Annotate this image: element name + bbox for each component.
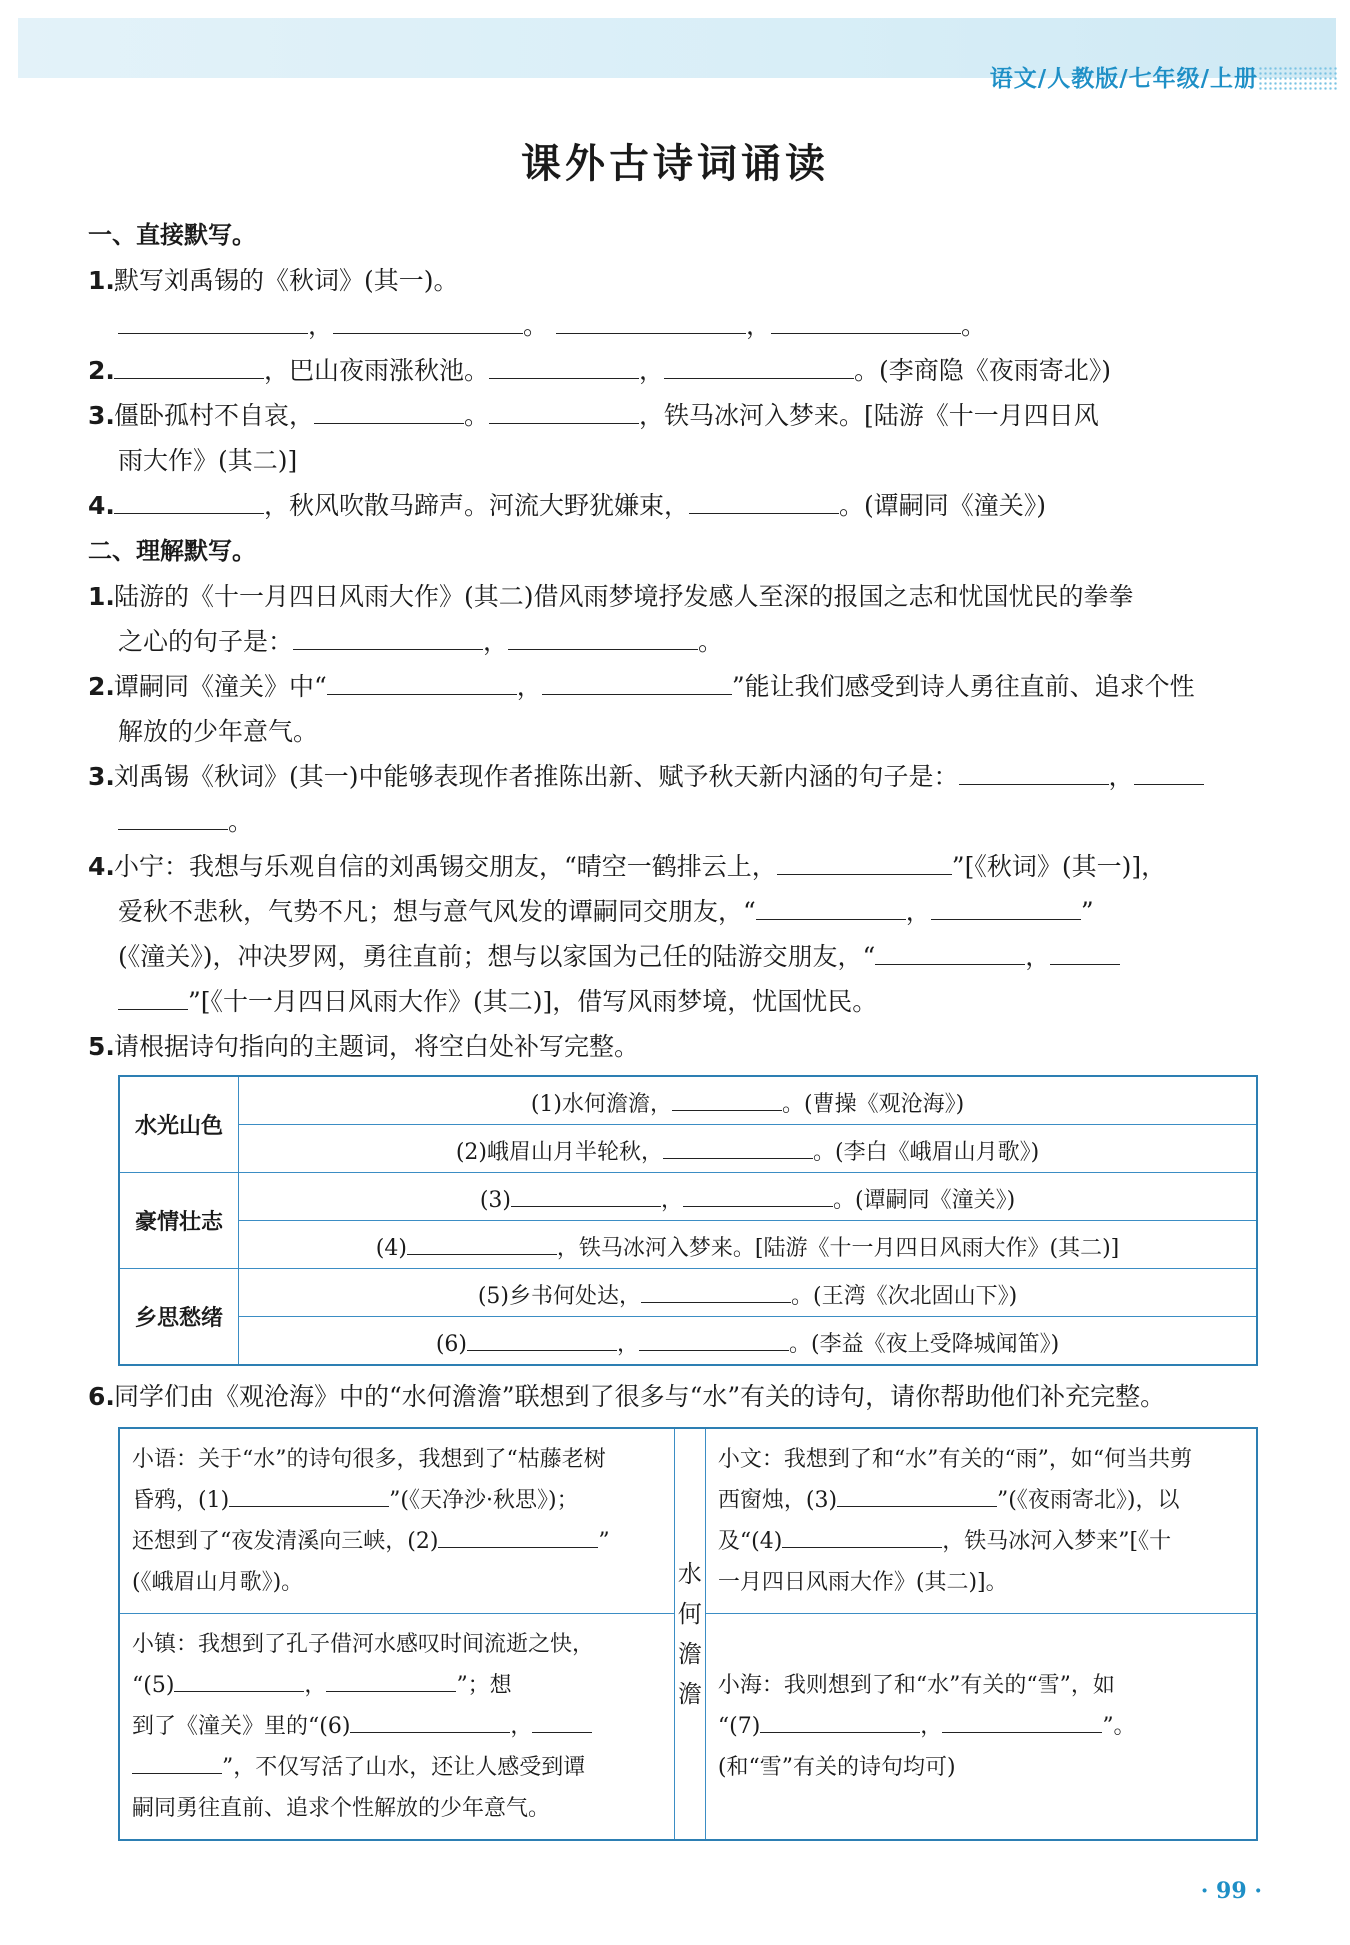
answer-blank[interactable] bbox=[114, 352, 264, 379]
table-row bbox=[119, 1269, 1257, 1317]
answer-blank[interactable] bbox=[118, 983, 188, 1010]
answer-blank[interactable] bbox=[438, 1525, 598, 1548]
question-2-4-line2: 爱秋不悲秋，气势不凡；想与意气风发的谭嗣同交朋友，“ ， ” bbox=[88, 889, 1258, 934]
answer-blank[interactable] bbox=[511, 1180, 661, 1207]
question-2-5: 5.请根据诗句指向的主题词，将空白处补写完整。 bbox=[88, 1032, 640, 1061]
center-label: 水 何 澹 澹 bbox=[674, 1428, 705, 1840]
answer-blank[interactable] bbox=[931, 893, 1081, 920]
question-1-4: 4. ，秋风吹散马蹄声。河流大野犹嫌束， 。(谭嗣同《潼关》) bbox=[88, 483, 1258, 528]
header-dot-pattern bbox=[1258, 66, 1338, 90]
answer-blank[interactable] bbox=[837, 1484, 997, 1507]
theme-label: 水光山色 bbox=[119, 1076, 239, 1173]
answer-blank[interactable] bbox=[639, 1324, 789, 1351]
answer-blank[interactable] bbox=[532, 1710, 592, 1733]
question-2-4-line3: (《潼关》)，冲决罗网，勇往直前；想与以家国为己任的陆游交朋友，“ ， bbox=[88, 934, 1258, 979]
question-2-2-cont: 解放的少年意气。 bbox=[118, 717, 319, 746]
question-2-6: 6.同学们由《观沧海》中的“水何澹澹”联想到了很多与“水”有关的诗句，请你帮助他们补充完整。 bbox=[88, 1382, 1166, 1411]
table-cell: (6) ， 。(李益《夜上受降城闻笛》) bbox=[239, 1317, 1258, 1366]
question-1-1: 1.默写刘禹锡的《秋词》(其一)。 bbox=[88, 266, 459, 295]
answer-blank[interactable] bbox=[663, 1132, 813, 1159]
answer-blank[interactable] bbox=[407, 1228, 557, 1255]
table-cell: (1)水何澹澹， 。(曹操《观沧海》) bbox=[239, 1076, 1258, 1125]
theme-table bbox=[118, 1075, 1258, 1366]
answer-blank[interactable] bbox=[756, 893, 906, 920]
answer-blank[interactable] bbox=[782, 1525, 942, 1548]
question-2-1: 1.陆游的《十一月四日风雨大作》(其二)借风雨梦境抒发感人至深的报国之志和忧国忧民的拳拳 bbox=[88, 582, 1134, 611]
answer-blank[interactable] bbox=[293, 623, 483, 650]
answer-blank[interactable] bbox=[350, 1710, 510, 1733]
xiaoyu-cell: 小语：关于“水”的诗句很多，我想到了“枯藤老树 昏鸦，(1) ”(《天净沙·秋思》)； 还想到了“夜发清溪向三峡，(2) ” (《峨眉山月歌》)。 bbox=[119, 1428, 674, 1614]
worksheet-body bbox=[88, 212, 1258, 1841]
xiaowen-cell: 小文：我想到了和“水”有关的“雨”，如“何当共剪 西窗烛，(3) ”(《夜雨寄北》)，以 及“(4) ，铁马冰河入梦来”[《十 一月四日风雨大作》(其二)]。 bbox=[705, 1428, 1257, 1614]
answer-blank[interactable] bbox=[771, 307, 961, 334]
answer-blank[interactable] bbox=[118, 307, 308, 334]
answer-blank[interactable] bbox=[959, 758, 1109, 785]
question-1-3-cont: 雨大作》(其二)] bbox=[118, 446, 298, 475]
question-1-3: 3.僵卧孤村不自哀， 。 ，铁马冰河入梦来。[陆游《十一月四日风 bbox=[88, 393, 1258, 438]
section-1-heading: 一、直接默写。 bbox=[88, 221, 256, 249]
answer-blank[interactable] bbox=[689, 487, 839, 514]
answer-blank[interactable] bbox=[683, 1180, 833, 1207]
question-2-4: 4.小宁：我想与乐观自信的刘禹锡交朋友，“晴空一鹤排云上， ”[《秋词》(其一)]， bbox=[88, 844, 1258, 889]
answer-blank[interactable] bbox=[641, 1276, 791, 1303]
answer-blank[interactable] bbox=[875, 938, 1025, 965]
answer-blank[interactable] bbox=[508, 623, 698, 650]
answer-blank[interactable] bbox=[314, 397, 464, 424]
question-2-2: 2.谭嗣同《潼关》中“ ， ”能让我们感受到诗人勇往直前、追求个性 bbox=[88, 664, 1258, 709]
answer-blank[interactable] bbox=[118, 803, 228, 830]
page-title: 课外古诗词诵读 bbox=[521, 140, 829, 187]
answer-blank[interactable] bbox=[327, 668, 517, 695]
question-1-2: 2. ，巴山夜雨涨秋池。 ， 。(李商隐《夜雨寄北》) bbox=[88, 348, 1258, 393]
xiaohai-cell: 小海：我则想到了和“水”有关的“雪”，如 “(7) ， ”。 (和“雪”有关的诗句均可) bbox=[705, 1614, 1257, 1841]
table-row bbox=[119, 1173, 1257, 1221]
table-cell: (5)乡书何处达， 。(王湾《次北固山下》) bbox=[239, 1269, 1258, 1317]
table-cell: (4) ，铁马冰河入梦来。[陆游《十一月四日风雨大作》(其二)] bbox=[239, 1221, 1258, 1269]
answer-blank[interactable] bbox=[174, 1669, 304, 1692]
theme-label: 乡思愁绪 bbox=[119, 1269, 239, 1366]
answer-blank[interactable] bbox=[326, 1669, 456, 1692]
answer-blank[interactable] bbox=[760, 1710, 920, 1733]
answer-blank[interactable] bbox=[777, 848, 952, 875]
table-row bbox=[119, 1125, 1257, 1173]
answer-blank[interactable] bbox=[556, 307, 746, 334]
answer-blank[interactable] bbox=[333, 307, 523, 334]
table-row bbox=[119, 1428, 1257, 1614]
answer-blank[interactable] bbox=[467, 1324, 617, 1351]
answer-blank[interactable] bbox=[542, 668, 732, 695]
answer-blank[interactable] bbox=[664, 352, 854, 379]
table-cell: (2)峨眉山月半轮秋， 。(李白《峨眉山月歌》) bbox=[239, 1125, 1258, 1173]
question-2-3: 3.刘禹锡《秋词》(其一)中能够表现作者推陈出新、赋予秋天新内涵的句子是： ， bbox=[88, 754, 1258, 799]
answer-blank[interactable] bbox=[489, 397, 639, 424]
answer-blank[interactable] bbox=[942, 1710, 1102, 1733]
xiaozhen-cell: 小镇：我想到了孔子借河水感叹时间流逝之快， “(5) ， ”；想 到了《潼关》里的“(6) ， ”，不仅写活了山水，还让人感受到谭 嗣同勇往直前、追求个性解放的少年意气。 bbox=[119, 1614, 674, 1841]
theme-label: 豪情壮志 bbox=[119, 1173, 239, 1269]
answer-blank[interactable] bbox=[132, 1751, 222, 1774]
answer-blank[interactable] bbox=[114, 487, 264, 514]
answer-blank[interactable] bbox=[229, 1484, 389, 1507]
question-2-4-line4: ”[《十一月四日风雨大作》(其二)]，借写风雨梦境，忧国忧民。 bbox=[88, 979, 1258, 1024]
section-2-heading: 二、理解默写。 bbox=[88, 537, 256, 565]
question-2-3-cont: 。 bbox=[88, 799, 1258, 844]
answer-blank[interactable] bbox=[672, 1084, 782, 1111]
answer-blank[interactable] bbox=[1050, 938, 1120, 965]
answer-blank[interactable] bbox=[489, 352, 639, 379]
table-row bbox=[119, 1221, 1257, 1269]
question-2-1-cont: 之心的句子是： ， 。 bbox=[88, 619, 1258, 664]
series-label: 语文/人教版/七年级/上册 bbox=[989, 66, 1258, 92]
table-row bbox=[119, 1076, 1257, 1125]
page-number: · 99 · bbox=[1200, 1878, 1262, 1904]
question-1-1-blanks: ， 。 ， 。 bbox=[88, 303, 1258, 348]
answer-blank[interactable] bbox=[1134, 758, 1204, 785]
table-cell: (3) ， 。(谭嗣同《潼关》) bbox=[239, 1173, 1258, 1221]
water-poems-box bbox=[118, 1427, 1258, 1841]
table-row bbox=[119, 1317, 1257, 1366]
